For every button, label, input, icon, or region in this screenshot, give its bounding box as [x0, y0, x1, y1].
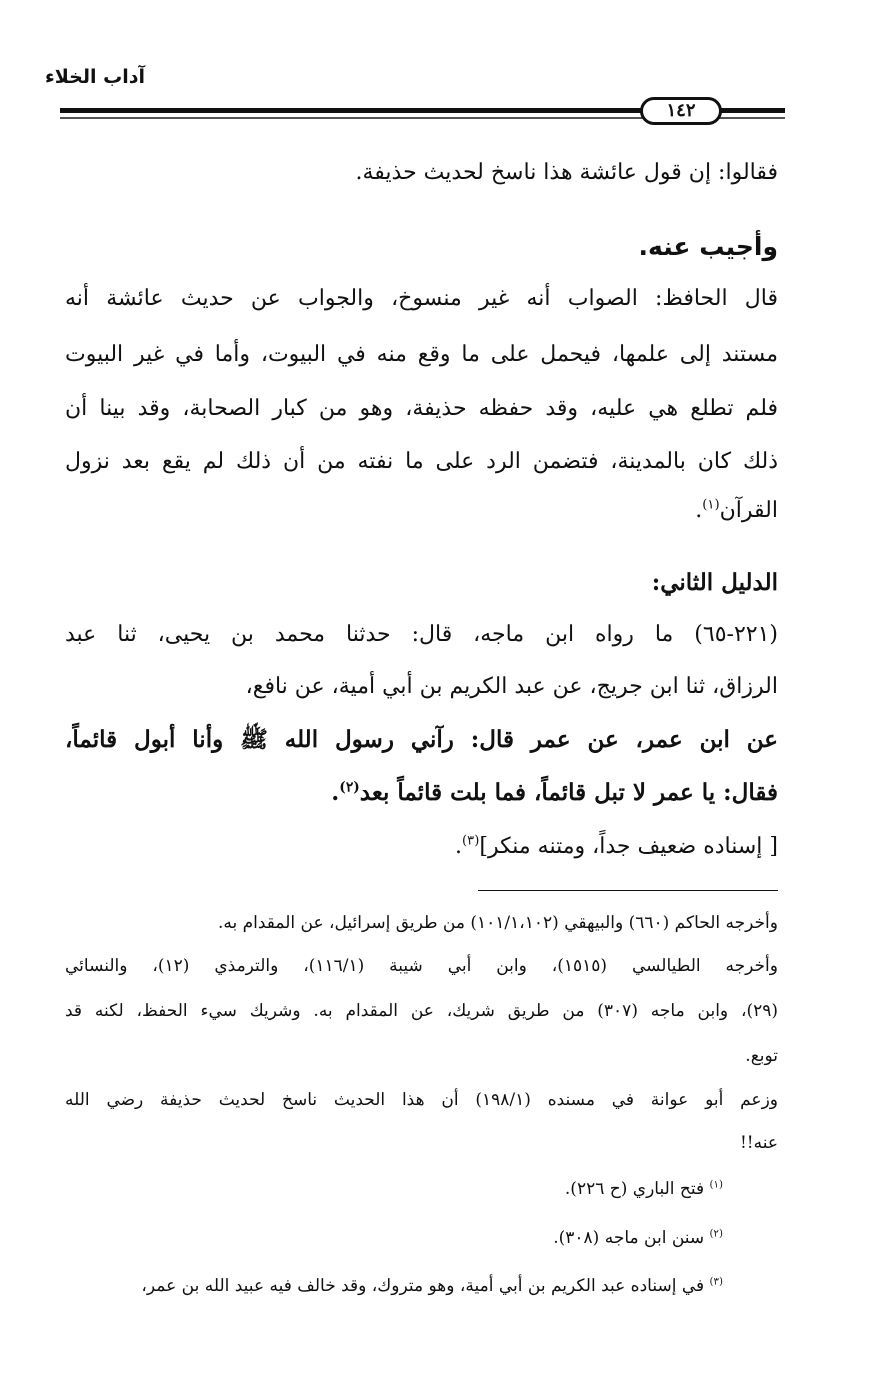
chain-line: (٢٢١-٦٥) ما رواه ابن ماجه، قال: حدثنا محمد بن يحيى، ثنا عبد [65, 622, 778, 647]
footnote-item [553, 1225, 723, 1251]
grading-end: . [454, 834, 462, 859]
footnote-text: في إسناده عبد الكريم بن أبي أمية، وهو متروك، وقد خالف فيه عبيد الله بن عمر، [141, 1276, 705, 1296]
footnote-continued-line: (٢٩)، وابن ماجه (٣٠٧) من طريق شريك، عن المقدام به. وشريك سيء الحفظ، لكنه قد [65, 1001, 778, 1021]
footnote-number: (١) [709, 1179, 723, 1191]
answer-heading: وأجيب عنه. [638, 232, 778, 261]
footnote-ref: (٣) [461, 833, 480, 849]
footnote-text: فتح الباري (ح ٢٢٦). [564, 1179, 705, 1199]
hadith-text: فقال: يا عمر لا تبل قائماً، فما بلت قائماً بعد [359, 779, 778, 806]
paragraph-last-text: القرآن [719, 498, 778, 523]
hadith-line: عن ابن عمر، عن عمر قال: رآني رسول الله ﷺ وأنا أبول قائماً، [65, 726, 778, 753]
footnote-item [565, 1176, 723, 1202]
paragraph-line: قال الحافظ: الصواب أنه غير منسوخ، والجواب عن حديث عائشة أنه [65, 286, 778, 311]
footnote-separator [478, 890, 778, 891]
footnote-item [141, 1273, 723, 1299]
paragraph-line: ذلك كان بالمدينة، فتضمن الرد على ما نفته من أن ذلك لم يقع بعد نزول [65, 449, 778, 474]
grading-line [455, 832, 778, 862]
footnote-continued-line: عنه!! [739, 1133, 778, 1153]
paragraph-line: مستند إلى علمها، فيحمل على ما وقع منه في البيوت، وأما في غير البيوت [65, 342, 778, 367]
grading-text: [ إسناده ضعيف جداً، ومتنه منكر] [479, 834, 778, 859]
footnote-ref: (٢) [339, 779, 360, 796]
chain-line: الرزاق، ثنا ابن جريج، عن عبد الكريم بن أبي أمية، عن نافع، [245, 674, 778, 699]
page-number: ١٤٢ [640, 97, 722, 125]
second-evidence-heading: الدليل الثاني: [651, 569, 778, 596]
paragraph-last-line [695, 496, 778, 526]
paragraph-line: فلم تطلع هي عليه، وقد حفظه حذيفة، وهو من كبار الصحابة، وقد بينا أن [65, 396, 778, 421]
footnote-number: (٢) [709, 1228, 723, 1240]
footnote-continued-line: وأخرجه الطيالسي (١٥١٥)، وابن أبي شيبة (١١٦/١)، والترمذي (١٢)، والنسائي [65, 956, 778, 976]
running-header-title: آداب الخلاء [45, 66, 145, 88]
footnote-continued-line: وأخرجه الحاكم (٦٦٠) والبيهقي (١٠١/١،١٠٢) من طريق إسرائيل، عن المقدام به. [217, 913, 778, 933]
footnote-number: (٣) [709, 1276, 723, 1288]
hadith-line-last [331, 778, 778, 808]
footnote-continued-line: توبع. [745, 1046, 778, 1066]
footnote-ref: (١) [702, 497, 720, 513]
hadith-end: . [331, 779, 340, 806]
footnote-continued-line: وزعم أبو عوانة في مسنده (١٩٨/١) أن هذا الحديث ناسخ لحديث حذيفة رضي الله [65, 1090, 778, 1110]
paragraph-last-end: . [695, 498, 703, 523]
footnote-text: سنن ابن ماجه (٣٠٨). [553, 1228, 705, 1248]
intro-line: فقالوا: إن قول عائشة هذا ناسخ لحديث حذيفة. [355, 160, 778, 185]
